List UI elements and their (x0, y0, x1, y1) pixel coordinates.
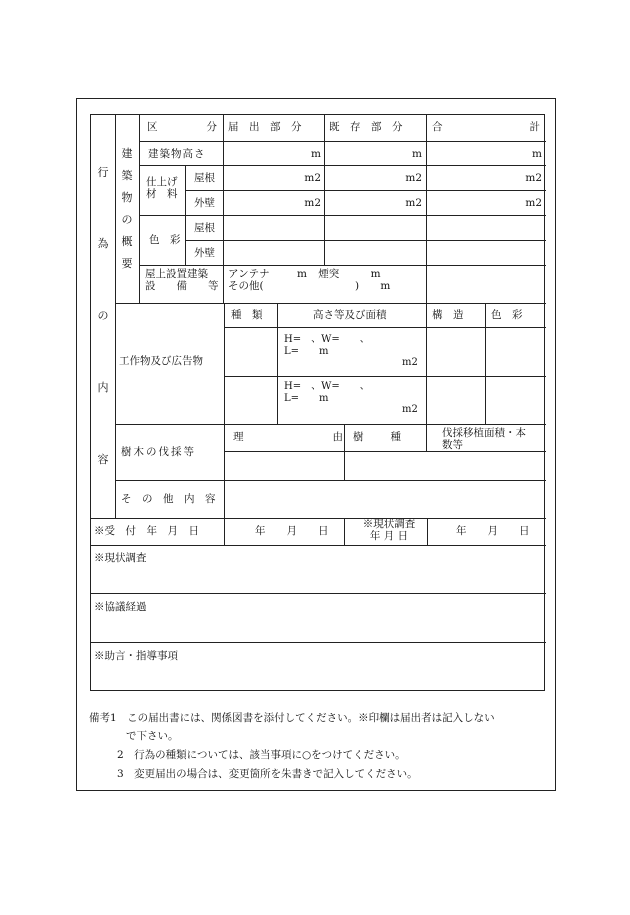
todokede-header: 届 出 部 分 (228, 121, 302, 133)
finish-wall-unit-2: m2 (405, 197, 422, 209)
side-char: 行 (97, 165, 109, 179)
other-open: その他( (228, 280, 264, 293)
rule (185, 190, 546, 191)
kubun-header (139, 115, 223, 141)
rooftop-label (145, 268, 219, 292)
trees-area-header (442, 427, 526, 451)
rule (115, 115, 116, 518)
finish-label-line2: 材 料 (146, 188, 178, 201)
antenna-label: アンテナ (228, 268, 270, 280)
rule (91, 642, 546, 643)
rule (426, 303, 427, 451)
rule (277, 303, 278, 424)
rule (115, 480, 546, 481)
trees-label: 樹木の伐採等 (121, 446, 196, 458)
building-char: 築 (121, 168, 133, 182)
dims-line2: L= m (284, 345, 329, 357)
chimney-label: 煙突 (318, 268, 340, 280)
area-line2: 数等 (442, 439, 463, 452)
kison-header: 既 存 部 分 (329, 121, 403, 133)
receipt-label: ※受 付 年 月 日 (94, 525, 199, 537)
area-line1: 伐採移植面積・本 (442, 427, 526, 439)
rule (115, 303, 546, 304)
height-unit-2: m (412, 148, 422, 160)
structure-dims-header: 高さ等及び面積 (313, 309, 387, 321)
side-char: 容 (97, 452, 109, 466)
dims-unit: m2 (402, 357, 418, 368)
finish-label (146, 176, 178, 200)
height-unit-3: m (532, 148, 542, 160)
rule (185, 240, 546, 241)
rule (324, 115, 325, 265)
side-char: 為 (97, 237, 109, 251)
rule (426, 115, 427, 303)
survey-label-line2: 年 月 日 (369, 530, 409, 543)
rule (344, 424, 345, 480)
antenna-line (228, 268, 390, 280)
rule (485, 303, 486, 424)
building-char: の (121, 212, 133, 226)
note-2: 2 行為の種類については、該当事項に○をつけてください。 (117, 749, 406, 761)
rule (91, 545, 546, 546)
color-wall-label: 外壁 (194, 247, 215, 259)
rooftop-label-line2: 設 備 等 (145, 280, 219, 293)
survey-label-line1: ※現状調査 (362, 518, 416, 530)
note-1: 備考1 この届出書には、関係図書を添付してください。※印欄は届出者は記入しない (89, 712, 495, 724)
survey-date: 年 月 日 (456, 525, 530, 537)
structure-label: 工作物及び広告物 (119, 355, 203, 367)
dims-unit: m2 (402, 404, 418, 415)
gou-char: 合 (432, 121, 443, 133)
rule (224, 303, 225, 518)
total-header (426, 115, 546, 141)
trees-species-header: 樹 種 (353, 431, 403, 443)
color-label: 色 彩 (149, 234, 181, 246)
finish-roof-unit-2: m2 (405, 172, 422, 184)
form-table (90, 114, 545, 691)
antenna-unit: m (296, 268, 307, 280)
rooftop-label-line1: 屋上設置建築 (145, 268, 208, 280)
rule (139, 141, 546, 142)
height-label: 建築物高さ (148, 148, 206, 160)
dims-line1: H= 、W= 、 (284, 381, 370, 392)
kubun-right: 分 (206, 121, 217, 133)
side-char: の (97, 309, 109, 323)
reason-right: 由 (332, 431, 343, 443)
structure-struct-header: 構 造 (432, 309, 464, 321)
finish-wall-unit-3: m2 (525, 197, 542, 209)
other-close: ) (354, 280, 360, 293)
finish-roof-label: 屋根 (194, 172, 215, 184)
action-content-label (91, 115, 115, 518)
rule (115, 424, 546, 425)
advice-section-label: ※助言・指導事項 (94, 650, 178, 662)
side-char: 内 (97, 380, 109, 394)
rule (223, 115, 224, 303)
building-char: 物 (121, 190, 133, 204)
building-char: 要 (121, 256, 133, 270)
finish-roof-unit-1: m2 (304, 172, 321, 184)
rule (224, 518, 225, 545)
rule (91, 593, 546, 594)
structure-dims-2 (284, 381, 418, 416)
finish-wall-label: 外壁 (194, 197, 215, 209)
note-3: 3 変更届出の場合は、変更箇所を朱書きで記入してください。 (117, 768, 418, 780)
rule (185, 165, 186, 265)
finish-label-line1: 仕上げ (146, 176, 178, 188)
other-unit: m (380, 280, 391, 293)
finish-roof-unit-3: m2 (525, 172, 542, 184)
rule (139, 115, 140, 303)
survey-date-label (353, 518, 425, 542)
rule (224, 451, 546, 452)
rule (139, 265, 546, 266)
rule (139, 165, 546, 166)
building-char: 建 (121, 146, 133, 160)
consult-section-label: ※協議経過 (94, 601, 147, 613)
rule (344, 518, 345, 545)
rooftop-values (228, 268, 390, 292)
structure-kind-header: 種 類 (231, 309, 263, 321)
building-summary-label (115, 115, 139, 303)
kei-char: 計 (529, 121, 540, 133)
rule (427, 518, 428, 545)
chimney-unit: m (370, 268, 381, 280)
color-roof-label: 屋根 (194, 222, 215, 234)
structure-dims-1 (284, 334, 418, 369)
rule (139, 215, 546, 216)
other-content-label: そ の 他 内 容 (121, 493, 216, 505)
height-unit-1: m (311, 148, 321, 160)
rule (224, 376, 546, 377)
receipt-date: 年 月 日 (255, 525, 329, 537)
form-frame (76, 98, 556, 791)
finish-wall-unit-1: m2 (304, 197, 321, 209)
building-char: 概 (121, 234, 133, 248)
reason-left: 理 (233, 431, 244, 443)
dims-line2: L= m (284, 392, 329, 404)
note-1-cont: で下さい。 (126, 730, 179, 742)
rule (224, 327, 546, 328)
survey-section-label: ※現状調査 (94, 552, 147, 564)
other-line (228, 280, 390, 292)
rule (91, 518, 546, 519)
kubun-left: 区 (147, 121, 158, 133)
structure-color-header: 色 彩 (491, 309, 523, 321)
dims-line1: H= 、W= 、 (284, 334, 370, 345)
